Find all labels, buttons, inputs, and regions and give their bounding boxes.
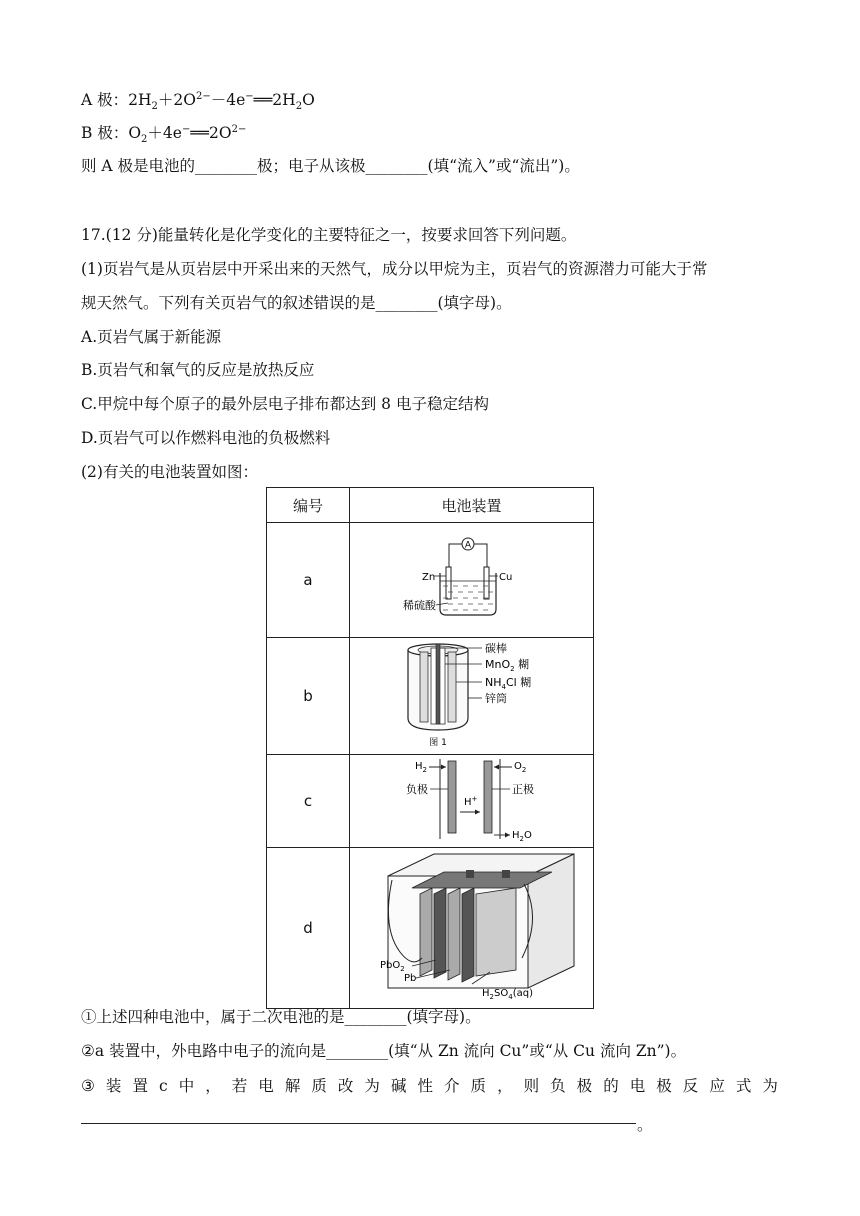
fill-blank-question: 则 A 极是电池的________极；电子从该极________(填“流入”或“流出”)。 [81, 157, 580, 175]
header-id: 编号 [267, 488, 350, 523]
end-period: 。 [637, 1116, 653, 1134]
sub-question-3-char: 为 [364, 1077, 380, 1095]
question-17-part2: (2)有关的电池装置如图： [81, 463, 258, 481]
row-id-a: a [267, 523, 350, 638]
sub-question-3-char: 质 [311, 1077, 327, 1095]
a-pole-equation: A 极：$2H_2+2O^{2-}-4e^-══2H_2O$ [81, 90, 315, 113]
sub-question-3-char: 介 [444, 1077, 460, 1095]
device-c-cell [350, 755, 594, 848]
header-device: 电池装置 [350, 488, 594, 523]
row-id-d: d [267, 848, 350, 1009]
pb-plate [448, 888, 460, 980]
fuel-cell-diagram [352, 755, 592, 843]
sub-question-3-char: 电 [258, 1077, 274, 1095]
carbon-rod [436, 644, 440, 724]
sub-question-3-char: 极 [576, 1077, 593, 1095]
figure-1-label: 图 1 [428, 738, 447, 748]
h-plus-label: H+ [463, 795, 477, 808]
option-b: B.页岩气和氧气的反应是放热反应 [81, 361, 315, 379]
sub-question-3-char: 则 [523, 1077, 540, 1095]
sub-question-3-char: 置 [132, 1077, 148, 1095]
sub-question-3-char: 电 [629, 1077, 646, 1095]
sub-question-3-char: 解 [284, 1077, 301, 1095]
pb-label: Pb [403, 973, 416, 984]
device-b-cell [350, 638, 594, 755]
option-a: A.页岩气属于新能源 [81, 328, 222, 346]
row-id-c: c [267, 755, 350, 848]
question-17-part1-line1: (1)页岩气是从页岩层中开采出来的天然气，成分以甲烷为主，页岩气的资源潜力可能大于常 [81, 260, 708, 278]
answer-blank-line [81, 1123, 636, 1124]
sub-question-3-char: ③ [81, 1077, 95, 1095]
sub-question-3-char: ， [497, 1077, 513, 1095]
negative-pole-label: 负极 [405, 783, 428, 796]
nh4cl-paste-label: $NH_4Cl$ 糊 [484, 676, 531, 691]
cu-electrode [484, 567, 489, 599]
row-id-b: b [267, 638, 350, 755]
sub-question-3-char: 中 [178, 1077, 195, 1095]
zn-electrode [446, 567, 451, 599]
negative-electrode [448, 761, 456, 833]
option-d: D.页岩气可以作燃料电池的负极燃料 [81, 429, 331, 447]
mno2-paste-label: MnO$_2$ 糊 [484, 658, 529, 673]
ammeter-label: A [464, 540, 471, 551]
dilute-h2so4-label: 稀硫酸 [402, 599, 436, 612]
sub-question-3-char: 碱 [390, 1077, 407, 1095]
battery-table [266, 487, 594, 1009]
b-pole-equation: B 极：$O_2+4e^-══2O^{2-}$ [81, 123, 247, 146]
sub-question-3-char: c [158, 1077, 168, 1095]
sub-question-3-char: ， [205, 1077, 221, 1095]
h2o-label: $H_2O$ [511, 830, 532, 843]
sub-question-3-char: 式 [735, 1077, 752, 1095]
sub-question-3-char: 装 [105, 1077, 122, 1095]
cu-label: Cu [498, 572, 512, 583]
sub-question-3 [81, 1076, 778, 1096]
sub-question-3-char: 若 [231, 1077, 248, 1095]
h2so4-label: $H_2SO_4(aq)$ [481, 988, 533, 1001]
sub-question-3-char: 极 [656, 1077, 672, 1095]
sub-question-3-char: 反 [682, 1077, 699, 1095]
carbon-rod-label: 碳棒 [484, 642, 507, 655]
sub-question-3-char: 性 [417, 1077, 433, 1095]
question-17-title: 17.(12 分)能量转化是化学变化的主要特征之一，按要求回答下列问题。 [81, 226, 577, 244]
pbo2-label: PbO$_2$ [379, 960, 405, 973]
sub-question-3-char: 负 [550, 1077, 566, 1095]
sub-question-3-char: 质 [470, 1077, 487, 1095]
sub-question-3-char: 应 [709, 1077, 725, 1095]
positive-electrode [484, 761, 492, 833]
zn-label: Zn [421, 572, 435, 583]
zn-cu-cell-diagram [352, 523, 592, 633]
dry-cell-diagram [352, 638, 592, 750]
device-a-cell [350, 523, 594, 638]
pbo2-plate [434, 888, 446, 978]
lead-acid-battery-diagram [352, 848, 592, 1004]
sub-question-3-char: 为 [762, 1077, 778, 1095]
o2-label: $O_2$ [513, 761, 526, 774]
h2-label: $H_2$ [414, 761, 427, 774]
question-17-part1-line2: 规天然气。下列有关页岩气的叙述错误的是________(填字母)。 [81, 294, 512, 312]
sub-question-2: ②a 装置中，外电路中电子的流向是________(填“从 Zn 流向 Cu”或“从 Cu 流向 Zn”)。 [81, 1042, 687, 1060]
sub-question-3-char: 的 [603, 1077, 619, 1095]
sub-question-1: ①上述四种电池中，属于二次电池的是________(填字母)。 [81, 1008, 481, 1026]
sub-question-3-char: 改 [337, 1077, 354, 1095]
device-d-cell [350, 848, 594, 1009]
option-c: C.甲烷中每个原子的最外层电子排布都达到 8 电子稳定结构 [81, 395, 489, 413]
positive-pole-label: 正极 [511, 783, 534, 796]
zinc-can-label: 锌筒 [484, 692, 507, 705]
